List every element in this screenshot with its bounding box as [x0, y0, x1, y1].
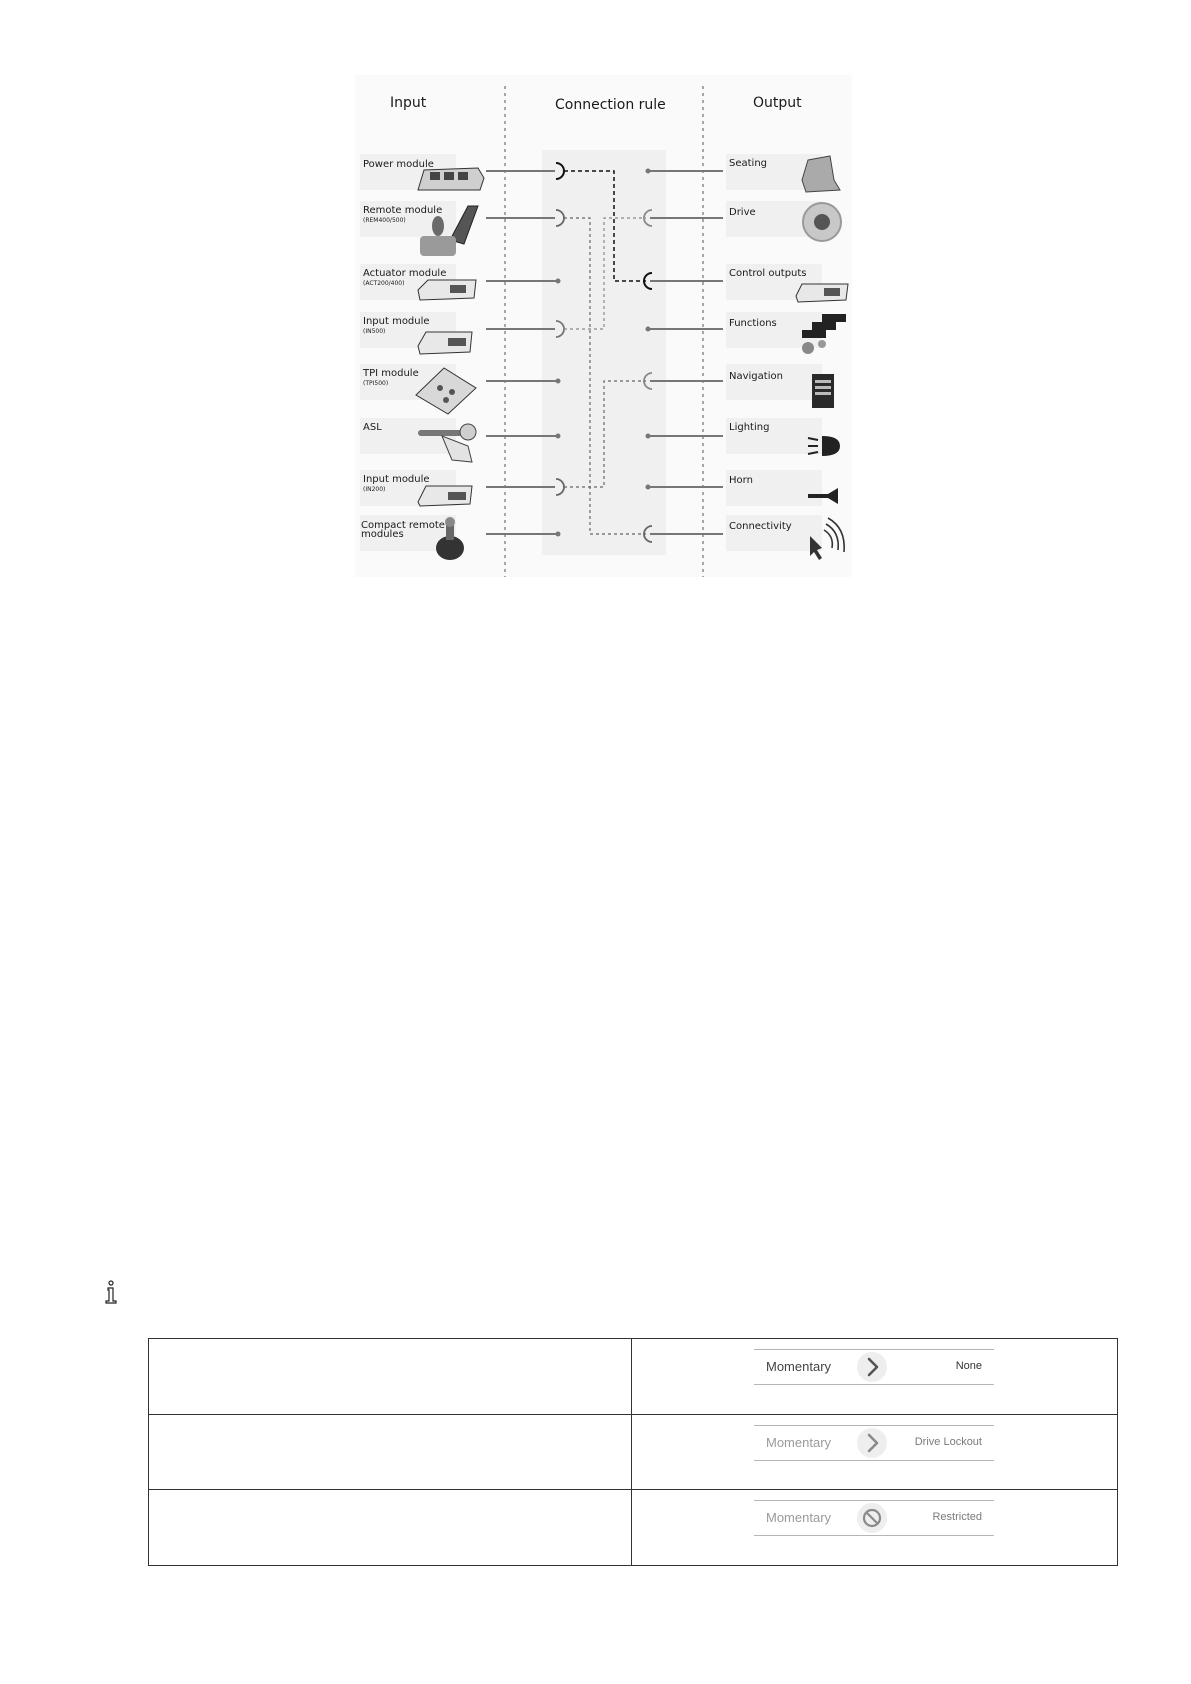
output-row-drive: [726, 201, 841, 241]
output-label: Navigation: [729, 371, 783, 382]
input-label: Remote module: [363, 205, 443, 216]
toggle-value-label: Restricted: [932, 1511, 982, 1523]
output-label: Connectivity: [729, 521, 792, 532]
chevron-right-icon[interactable]: [857, 1428, 887, 1458]
input-row-input-module-in200: [360, 470, 472, 506]
toggle-value-label: Drive Lockout: [914, 1436, 982, 1448]
toggle-value-label: None: [955, 1360, 982, 1372]
output-label: Seating: [729, 158, 768, 169]
table-cell-description: [149, 1339, 632, 1415]
input-label: Compact remote: [361, 520, 445, 531]
input-label: Power module: [363, 159, 434, 170]
table-cell-description: [149, 1490, 632, 1566]
output-row-seating: [726, 154, 840, 192]
output-card: [726, 364, 822, 400]
input-sublabel: (IN200): [363, 486, 386, 493]
setting-toggle-restricted[interactable]: [754, 1500, 994, 1536]
output-label: Lighting: [729, 422, 770, 433]
control-module-icon: [796, 284, 848, 302]
toggle-mode-label: Momentary: [766, 1359, 832, 1374]
input-label-line2: modules: [361, 529, 404, 540]
settings-table: [148, 1338, 1118, 1566]
input-label: Actuator module: [363, 268, 447, 279]
speed-dial-icon: [803, 203, 841, 241]
headlight-icon: [808, 436, 840, 456]
input-sublabel: (ACT200/400): [363, 280, 405, 287]
setting-toggle-drive-lockout[interactable]: [754, 1425, 994, 1461]
table-row: [149, 1339, 1118, 1415]
table-cell-description: [149, 1415, 632, 1490]
table-cell-control: [632, 1339, 1118, 1415]
header-connection-rule: Connection rule: [555, 97, 666, 113]
header-output: Output: [753, 95, 802, 111]
input-sublabel: (IN500): [363, 328, 386, 335]
input-label: Input module: [363, 474, 430, 485]
input-label: Input module: [363, 316, 430, 327]
screen-icon: [812, 374, 834, 408]
output-label: Control outputs: [729, 268, 807, 279]
output-label: Horn: [729, 475, 753, 486]
table-row: [149, 1415, 1118, 1490]
output-row-horn: [726, 470, 838, 506]
toggle-mode-label: Momentary: [766, 1435, 832, 1450]
info-icon: [104, 1280, 118, 1308]
output-label: Drive: [729, 207, 756, 218]
header-input: Input: [390, 95, 427, 111]
input-label: ASL: [363, 422, 382, 433]
input-module-icon: [418, 332, 472, 354]
power-module-icon: [418, 168, 484, 190]
chevron-right-icon[interactable]: [857, 1352, 887, 1382]
setting-toggle-none[interactable]: [754, 1349, 994, 1385]
actuator-module-icon: [418, 280, 476, 300]
input-label: TPI module: [363, 368, 419, 379]
input-sublabel: (TPI500): [363, 380, 389, 387]
input-module-icon: [418, 486, 472, 506]
input-row-input-module-in500: [360, 312, 472, 354]
input-sublabel: (REM400/500): [363, 217, 406, 224]
table-cell-control: [632, 1490, 1118, 1566]
connection-diagram: [0, 0, 1191, 600]
table-row: [149, 1490, 1118, 1566]
table-cell-control: [632, 1415, 1118, 1490]
no-entry-icon[interactable]: [857, 1503, 887, 1533]
toggle-mode-label: Momentary: [766, 1510, 832, 1525]
output-label: Functions: [729, 318, 777, 329]
